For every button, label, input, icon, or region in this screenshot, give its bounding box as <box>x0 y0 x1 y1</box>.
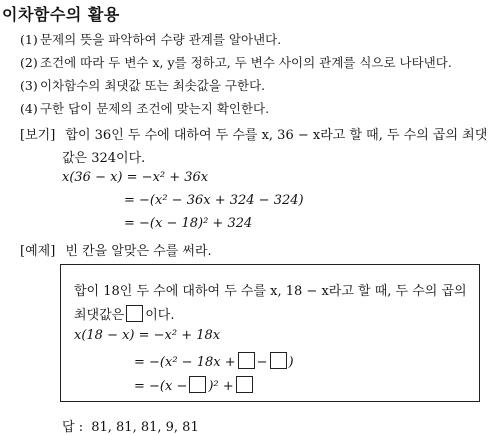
exercise-eq3-prefix: = −(x − <box>134 379 188 394</box>
exercise-line-2-suffix: 이다. <box>145 308 175 323</box>
step-3 <box>20 76 265 94</box>
blank-subtracted-constant[interactable] <box>270 352 287 369</box>
example-line-2: 값은 324이다. <box>62 151 146 166</box>
exercise-section <box>20 240 212 259</box>
step-3-text: 이차함수의 최댓값 또는 최솟값을 구한다. <box>39 78 266 93</box>
step-2-text: 조건에 따라 두 변수 x, y를 정하고, 두 변수 사이의 관계를 식으로 나타낸다. <box>39 55 452 70</box>
exercise-line-2-prefix: 최댓값은 <box>74 308 125 323</box>
step-2-number: (2) <box>20 55 38 70</box>
example-eq1-lhs: x(36 − x) = <box>62 170 142 185</box>
blank-max-constant[interactable] <box>236 376 253 393</box>
exercise-line-2 <box>74 304 174 323</box>
blank-max-value[interactable] <box>126 305 143 322</box>
step-1-number: (1) <box>20 32 38 47</box>
exercise-equation-2 <box>134 352 294 370</box>
step-2 <box>20 53 452 71</box>
step-3-number: (3) <box>20 78 38 93</box>
exercise-eq3-middle: )² + <box>208 379 234 394</box>
answer-values: 81, 81, 81, 9, 81 <box>91 420 199 435</box>
blank-added-constant[interactable] <box>238 352 255 369</box>
blank-vertex-x[interactable] <box>189 376 206 393</box>
example-section <box>20 124 487 143</box>
step-4-text: 구한 답이 문제의 조건에 맞는지 확인한다. <box>39 101 270 116</box>
example-equation-3: = −(x − 18)² + 324 <box>124 216 253 231</box>
answer-line <box>62 416 199 435</box>
page-title: 이차함수의 활용 <box>2 5 120 24</box>
exercise-line-1: 합이 18인 두 수에 대하여 두 수를 x, 18 − x라고 할 때, 두 수의 곱의 <box>74 284 467 299</box>
step-4 <box>20 99 269 117</box>
example-label: [보기] <box>20 128 56 143</box>
answer-label: 답 : <box>62 420 84 435</box>
exercise-eq2-suffix: ) <box>288 355 294 370</box>
exercise-equation-3 <box>134 376 255 394</box>
step-4-number: (4) <box>20 101 38 116</box>
example-equation-2: = −(x² − 36x + 324 − 324) <box>124 193 304 208</box>
exercise-eq2-minus: − <box>256 355 268 370</box>
exercise-equation-1: x(18 − x) = −x² + 18x <box>74 328 221 343</box>
example-eq1-rhs: −x² + 36x <box>141 170 209 185</box>
step-1 <box>20 30 281 48</box>
example-line-1: 합이 36인 두 수에 대하여 두 수를 x, 36 − x라고 할 때, 두 수의 곱의 최댓 <box>65 128 488 143</box>
example-equation-1 <box>62 170 208 185</box>
step-1-text: 문제의 뜻을 파악하여 수량 관계를 알아낸다. <box>39 32 282 47</box>
exercise-label: [예제] <box>20 244 56 259</box>
exercise-eq2-prefix: = −(x² − 18x + <box>134 355 236 370</box>
exercise-instruction: 빈 칸을 알맞은 수를 써라. <box>65 244 212 259</box>
